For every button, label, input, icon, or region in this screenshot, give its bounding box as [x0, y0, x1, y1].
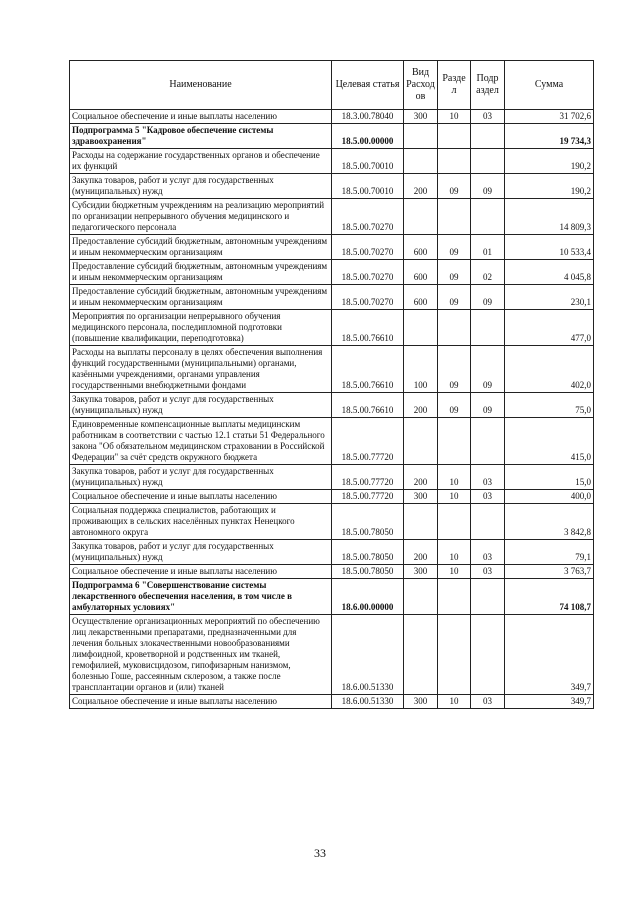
cell-target: 18.5.00.70270	[332, 260, 404, 285]
cell-sum: 74 108,7	[505, 579, 594, 615]
cell-target: 18.5.00.76610	[332, 310, 404, 346]
table-row	[70, 149, 594, 174]
cell-section: 10	[438, 490, 471, 504]
cell-section	[438, 199, 471, 235]
cell-subsection: 09	[471, 285, 505, 310]
cell-target: 18.5.00.78050	[332, 540, 404, 565]
cell-subsection: 09	[471, 393, 505, 418]
cell-section: 10	[438, 540, 471, 565]
header-section: Разде л	[438, 61, 471, 110]
cell-target: 18.5.00.77720	[332, 465, 404, 490]
cell-section: 09	[438, 393, 471, 418]
cell-subsection	[471, 199, 505, 235]
cell-expense-type	[404, 418, 438, 465]
cell-target: 18.5.00.70270	[332, 285, 404, 310]
cell-subsection	[471, 579, 505, 615]
cell-sum: 477,0	[505, 310, 594, 346]
cell-section	[438, 615, 471, 695]
cell-expense-type: 200	[404, 540, 438, 565]
cell-expense-type	[404, 504, 438, 540]
cell-subsection: 03	[471, 565, 505, 579]
cell-name: Закупка товаров, работ и услуг для государственных (муниципальных) нужд	[70, 393, 332, 418]
cell-expense-type: 200	[404, 174, 438, 199]
cell-name: Предоставление субсидий бюджетным, автономным учреждениям и иным некоммерческим организациям	[70, 260, 332, 285]
cell-subsection	[471, 615, 505, 695]
cell-name: Расходы на выплаты персоналу в целях обеспечения выполнения функций государственными (муниципальными) органами, казёнными учреждениями, органами управления государственными внебюджетными фондами	[70, 346, 332, 393]
cell-target: 18.5.00.78050	[332, 504, 404, 540]
table-header-row	[70, 61, 594, 110]
cell-target: 18.5.00.76610	[332, 346, 404, 393]
cell-section: 09	[438, 235, 471, 260]
cell-name: Субсидии бюджетным учреждениям на реализацию мероприятий по организации непрерывного обучения медицинского и педагогического персонала	[70, 199, 332, 235]
header-sum: Сумма	[505, 61, 594, 110]
cell-subsection: 09	[471, 346, 505, 393]
table-row	[70, 465, 594, 490]
cell-target: 18.6.00.00000	[332, 579, 404, 615]
cell-sum: 79,1	[505, 540, 594, 565]
table-row	[70, 490, 594, 504]
cell-section	[438, 579, 471, 615]
cell-expense-type: 600	[404, 260, 438, 285]
cell-expense-type: 600	[404, 235, 438, 260]
cell-target: 18.5.00.70270	[332, 235, 404, 260]
cell-section: 10	[438, 465, 471, 490]
cell-expense-type: 100	[404, 346, 438, 393]
cell-subsection	[471, 124, 505, 149]
cell-expense-type	[404, 310, 438, 346]
cell-name: Социальное обеспечение и иные выплаты населению	[70, 110, 332, 124]
cell-target: 18.5.00.76610	[332, 393, 404, 418]
cell-target: 18.5.00.77720	[332, 490, 404, 504]
table-row	[70, 540, 594, 565]
table-row	[70, 504, 594, 540]
cell-target: 18.6.00.51330	[332, 695, 404, 709]
cell-name: Закупка товаров, работ и услуг для государственных (муниципальных) нужд	[70, 465, 332, 490]
cell-name: Социальная поддержка специалистов, работающих и проживающих в сельских населённых пунктах Ненецкого автономного округа	[70, 504, 332, 540]
cell-expense-type	[404, 124, 438, 149]
cell-expense-type	[404, 615, 438, 695]
cell-subsection: 02	[471, 260, 505, 285]
cell-target: 18.5.00.70010	[332, 149, 404, 174]
cell-expense-type: 300	[404, 695, 438, 709]
cell-section: 10	[438, 695, 471, 709]
cell-section	[438, 310, 471, 346]
cell-section	[438, 124, 471, 149]
cell-target: 18.5.00.78050	[332, 565, 404, 579]
table-row	[70, 310, 594, 346]
table-row	[70, 199, 594, 235]
cell-expense-type	[404, 199, 438, 235]
cell-expense-type	[404, 149, 438, 174]
cell-sum: 19 734,3	[505, 124, 594, 149]
header-target: Целевая статья	[332, 61, 404, 110]
cell-target: 18.6.00.51330	[332, 615, 404, 695]
table-row	[70, 285, 594, 310]
table-row	[70, 174, 594, 199]
header-expense-type: Вид Расход ов	[404, 61, 438, 110]
cell-subsection: 03	[471, 540, 505, 565]
cell-sum: 349,7	[505, 615, 594, 695]
cell-expense-type: 600	[404, 285, 438, 310]
cell-subsection	[471, 149, 505, 174]
cell-sum: 75,0	[505, 393, 594, 418]
cell-sum: 230,1	[505, 285, 594, 310]
cell-name: Предоставление субсидий бюджетным, автономным учреждениям и иным некоммерческим организациям	[70, 235, 332, 260]
cell-name: Мероприятия по организации непрерывного обучения медицинского персонала, последипломной подготовки (повышение квалификации, переподготовка)	[70, 310, 332, 346]
table-body	[70, 110, 594, 709]
cell-name: Подпрограмма 6 "Совершенствование системы лекарственного обеспечения населения, в том числе в амбулаторных условиях"	[70, 579, 332, 615]
cell-subsection: 03	[471, 490, 505, 504]
cell-sum: 4 045,8	[505, 260, 594, 285]
cell-target: 18.5.00.77720	[332, 418, 404, 465]
header-subsection: Подр аздел	[471, 61, 505, 110]
cell-section	[438, 504, 471, 540]
page-number: 33	[314, 846, 326, 860]
cell-sum: 400,0	[505, 490, 594, 504]
cell-target: 18.3.00.78040	[332, 110, 404, 124]
cell-sum: 402,0	[505, 346, 594, 393]
table-row	[70, 346, 594, 393]
budget-table	[69, 60, 594, 709]
cell-subsection: 03	[471, 695, 505, 709]
cell-sum: 14 809,3	[505, 199, 594, 235]
cell-sum: 3 842,8	[505, 504, 594, 540]
table-row	[70, 418, 594, 465]
cell-name: Расходы на содержание государственных органов и обеспечение их функций	[70, 149, 332, 174]
table-row	[70, 615, 594, 695]
cell-expense-type: 300	[404, 110, 438, 124]
header-name: Наименование	[70, 61, 332, 110]
cell-sum: 10 533,4	[505, 235, 594, 260]
cell-subsection: 03	[471, 110, 505, 124]
cell-expense-type: 200	[404, 465, 438, 490]
cell-subsection	[471, 504, 505, 540]
cell-section: 10	[438, 565, 471, 579]
table-row	[70, 565, 594, 579]
cell-target: 18.5.00.70010	[332, 174, 404, 199]
cell-section: 09	[438, 260, 471, 285]
cell-name: Осуществление организационных мероприятий по обеспечению лиц лекарственными препаратами, предназначенными для лечения больных злокачественными новообразованиями лимфоидной, кроветворной и родственных им тканей, гемофилией, муковисцидозом, гипофизарным нанизмом, болезнью Гоше, рассеянным склерозом, а также после трансплантации органов и (или) тканей	[70, 615, 332, 695]
table-row	[70, 695, 594, 709]
cell-name: Подпрограмма 5 "Кадровое обеспечение системы здравоохранения"	[70, 124, 332, 149]
cell-expense-type	[404, 579, 438, 615]
cell-name: Предоставление субсидий бюджетным, автономным учреждениям и иным некоммерческим организациям	[70, 285, 332, 310]
cell-section: 09	[438, 285, 471, 310]
cell-sum: 190,2	[505, 149, 594, 174]
cell-subsection: 03	[471, 465, 505, 490]
cell-sum: 415,0	[505, 418, 594, 465]
cell-subsection	[471, 310, 505, 346]
cell-target: 18.5.00.70270	[332, 199, 404, 235]
table-row	[70, 579, 594, 615]
cell-sum: 3 763,7	[505, 565, 594, 579]
cell-subsection	[471, 418, 505, 465]
cell-name: Закупка товаров, работ и услуг для государственных (муниципальных) нужд	[70, 540, 332, 565]
cell-name: Социальное обеспечение и иные выплаты населению	[70, 565, 332, 579]
cell-sum: 15,0	[505, 465, 594, 490]
table-row	[70, 124, 594, 149]
table-row	[70, 235, 594, 260]
cell-expense-type: 200	[404, 393, 438, 418]
table-row	[70, 110, 594, 124]
cell-expense-type: 300	[404, 565, 438, 579]
cell-section	[438, 418, 471, 465]
cell-expense-type: 300	[404, 490, 438, 504]
cell-section: 10	[438, 110, 471, 124]
cell-section: 09	[438, 174, 471, 199]
cell-target: 18.5.00.00000	[332, 124, 404, 149]
cell-sum: 349,7	[505, 695, 594, 709]
cell-sum: 190,2	[505, 174, 594, 199]
cell-name: Социальное обеспечение и иные выплаты населению	[70, 490, 332, 504]
cell-name: Единовременные компенсационные выплаты медицинским работникам в соответствии с частью 12.1 статьи 51 Федерального закона "Об обязательном медицинском страховании в Российской Федерации" за счёт средств окружного бюджета	[70, 418, 332, 465]
cell-name: Социальное обеспечение и иные выплаты населению	[70, 695, 332, 709]
table-row	[70, 260, 594, 285]
cell-subsection: 01	[471, 235, 505, 260]
cell-section: 09	[438, 346, 471, 393]
cell-subsection: 09	[471, 174, 505, 199]
cell-name: Закупка товаров, работ и услуг для государственных (муниципальных) нужд	[70, 174, 332, 199]
cell-section	[438, 149, 471, 174]
cell-sum: 31 702,6	[505, 110, 594, 124]
table-row	[70, 393, 594, 418]
